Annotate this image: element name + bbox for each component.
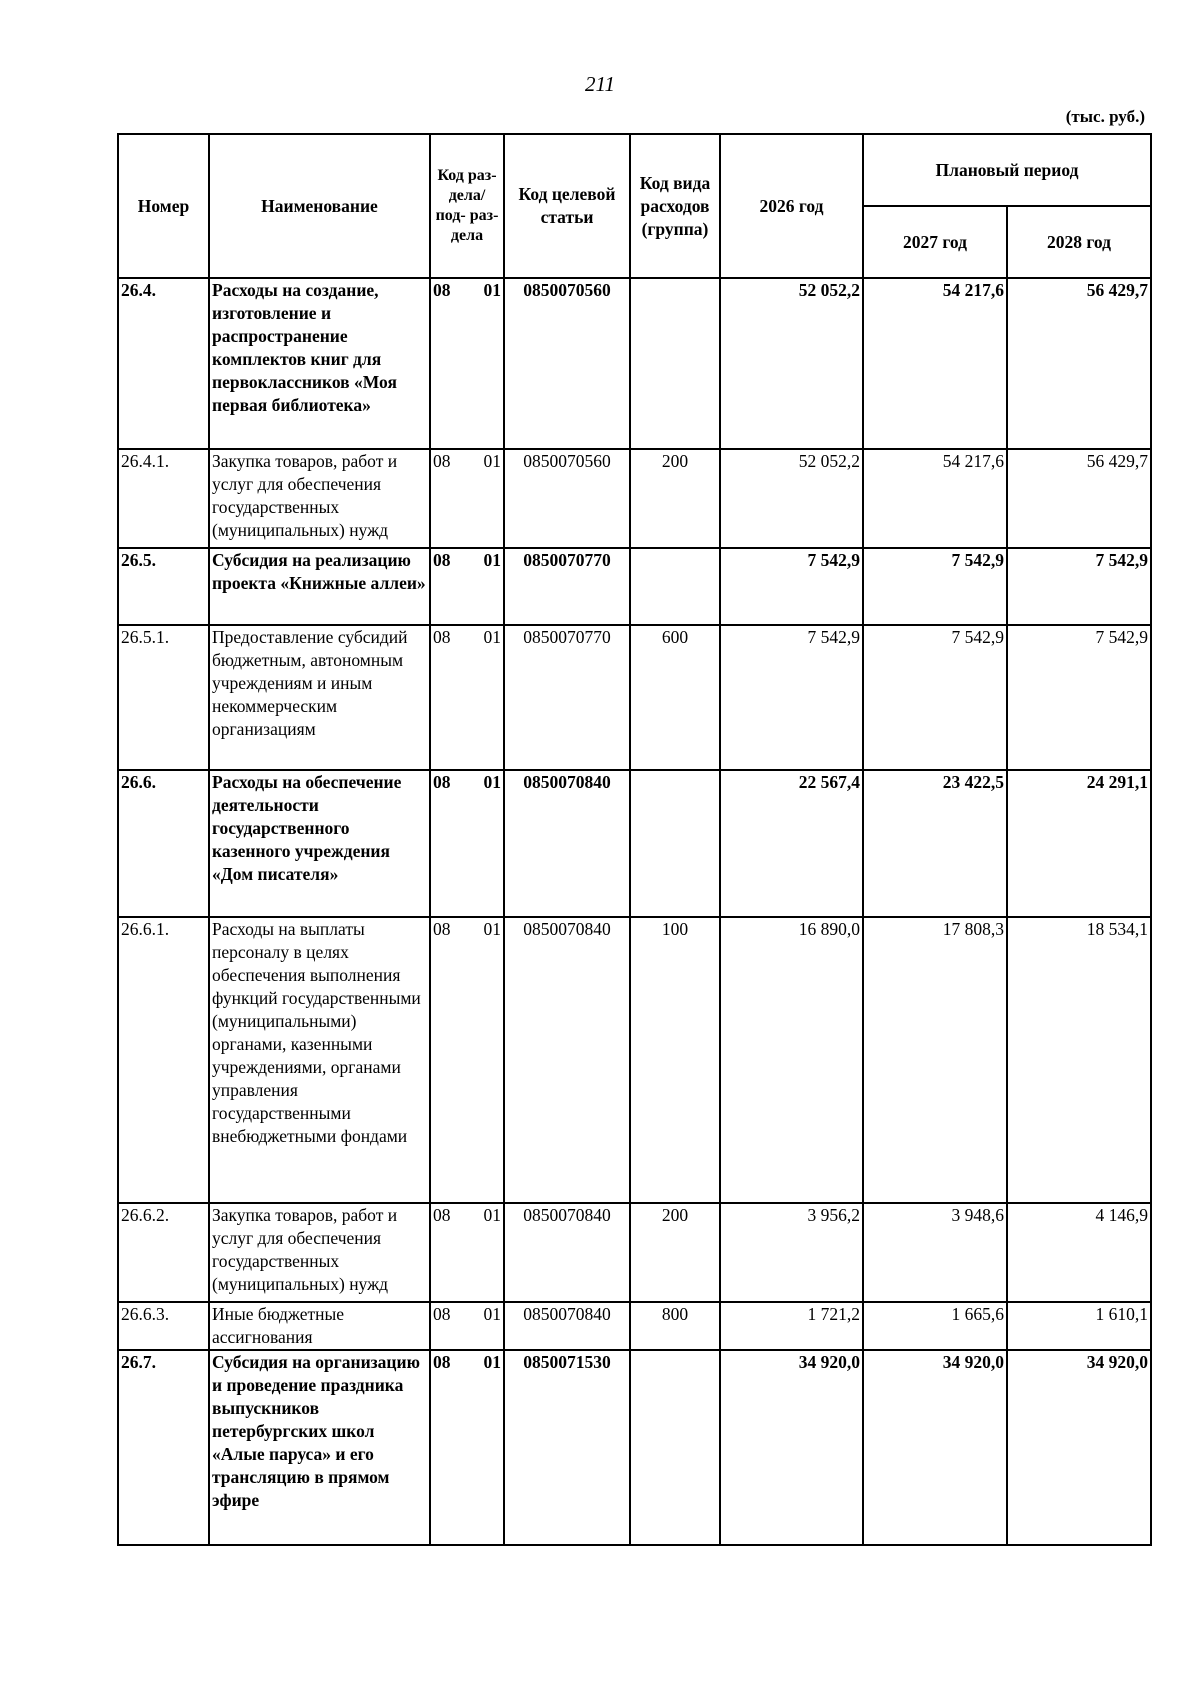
row-expense-type	[630, 770, 720, 917]
row-section: 08	[433, 772, 451, 792]
row-amount-2028: 24 291,1	[1007, 770, 1151, 917]
row-target-code: 0850070840	[504, 770, 630, 917]
table-row	[118, 1203, 1151, 1302]
row-target-code: 0850070840	[504, 917, 630, 1203]
row-name: Расходы на создание, изготовление и распространение комплектов книг для первоклассников «Моя первая библиотека»	[209, 278, 430, 449]
row-section-code	[430, 548, 504, 625]
row-section: 08	[433, 919, 451, 939]
row-number: 26.6.1.	[118, 917, 209, 1203]
row-section-code	[430, 770, 504, 917]
row-target-code: 0850070770	[504, 548, 630, 625]
row-section-code	[430, 917, 504, 1203]
row-section-code	[430, 1302, 504, 1350]
row-expense-type	[630, 278, 720, 449]
header-planned-period: Плановый период	[863, 134, 1151, 206]
row-amount-2026: 7 542,9	[720, 548, 863, 625]
row-subsection: 01	[483, 451, 501, 471]
row-expense-type: 100	[630, 917, 720, 1203]
row-number: 26.6.2.	[118, 1203, 209, 1302]
header-name: Наименование	[209, 134, 430, 278]
table-row	[118, 770, 1151, 917]
row-section: 08	[433, 280, 451, 300]
row-target-code: 0850070840	[504, 1203, 630, 1302]
row-number: 26.6.	[118, 770, 209, 917]
row-amount-2028: 56 429,7	[1007, 449, 1151, 548]
header-expense-type: Код вида расходов (группа)	[630, 134, 720, 278]
row-amount-2027: 1 665,6	[863, 1302, 1007, 1350]
row-subsection: 01	[483, 1205, 501, 1225]
table-row	[118, 1302, 1151, 1350]
row-amount-2026: 52 052,2	[720, 449, 863, 548]
header-year-2027: 2027 год	[863, 206, 1007, 278]
row-amount-2028: 4 146,9	[1007, 1203, 1151, 1302]
table-row	[118, 625, 1151, 770]
table-row	[118, 917, 1151, 1203]
row-amount-2026: 7 542,9	[720, 625, 863, 770]
row-amount-2027: 23 422,5	[863, 770, 1007, 917]
row-section-code	[430, 625, 504, 770]
row-amount-2027: 7 542,9	[863, 548, 1007, 625]
row-amount-2028: 7 542,9	[1007, 548, 1151, 625]
row-number: 26.4.1.	[118, 449, 209, 548]
table-body	[118, 278, 1151, 1545]
row-name: Субсидия на реализацию проекта «Книжные аллеи»	[209, 548, 430, 625]
row-section: 08	[433, 1205, 451, 1225]
row-target-code: 0850071530	[504, 1350, 630, 1545]
row-expense-type: 200	[630, 1203, 720, 1302]
row-expense-type: 200	[630, 449, 720, 548]
row-amount-2028: 18 534,1	[1007, 917, 1151, 1203]
page-number: 211	[585, 72, 615, 96]
header-target-code: Код целевой статьи	[504, 134, 630, 278]
row-amount-2027: 54 217,6	[863, 278, 1007, 449]
row-amount-2027: 7 542,9	[863, 625, 1007, 770]
row-amount-2026: 22 567,4	[720, 770, 863, 917]
row-number: 26.7.	[118, 1350, 209, 1545]
row-subsection: 01	[483, 919, 501, 939]
row-subsection: 01	[483, 1304, 501, 1324]
row-name: Предоставление субсидий бюджетным, автономным учреждениям и иным некоммерческим организациям	[209, 625, 430, 770]
row-expense-type	[630, 1350, 720, 1545]
row-subsection: 01	[483, 550, 501, 570]
row-amount-2026: 52 052,2	[720, 278, 863, 449]
row-amount-2027: 3 948,6	[863, 1203, 1007, 1302]
row-expense-type: 800	[630, 1302, 720, 1350]
row-section: 08	[433, 1352, 451, 1372]
row-subsection: 01	[483, 772, 501, 792]
row-amount-2027: 54 217,6	[863, 449, 1007, 548]
row-name: Расходы на выплаты персоналу в целях обеспечения выполнения функций государственными (муниципальными) органами, казенными учреждениями, органами управления государственными внебюджетными фондами	[209, 917, 430, 1203]
row-amount-2028: 56 429,7	[1007, 278, 1151, 449]
row-name: Субсидия на организацию и проведение праздника выпускников петербургских школ «Алые паруса» и его трансляцию в прямом эфире	[209, 1350, 430, 1545]
row-section: 08	[433, 451, 451, 471]
row-number: 26.5.1.	[118, 625, 209, 770]
header-year-2026: 2026 год	[720, 134, 863, 278]
row-section: 08	[433, 1304, 451, 1324]
row-subsection: 01	[483, 280, 501, 300]
row-target-code: 0850070560	[504, 449, 630, 548]
row-section-code	[430, 1203, 504, 1302]
row-amount-2028: 34 920,0	[1007, 1350, 1151, 1545]
row-subsection: 01	[483, 1352, 501, 1372]
row-target-code: 0850070560	[504, 278, 630, 449]
row-name: Закупка товаров, работ и услуг для обеспечения государственных (муниципальных) нужд	[209, 1203, 430, 1302]
budget-table	[117, 133, 1152, 1546]
row-name: Иные бюджетные ассигнования	[209, 1302, 430, 1350]
table-row	[118, 278, 1151, 449]
header-year-2028: 2028 год	[1007, 206, 1151, 278]
row-amount-2028: 1 610,1	[1007, 1302, 1151, 1350]
row-section-code	[430, 278, 504, 449]
row-number: 26.4.	[118, 278, 209, 449]
row-amount-2026: 34 920,0	[720, 1350, 863, 1545]
row-expense-type	[630, 548, 720, 625]
row-target-code: 0850070840	[504, 1302, 630, 1350]
table-row	[118, 548, 1151, 625]
header-number: Номер	[118, 134, 209, 278]
row-number: 26.5.	[118, 548, 209, 625]
row-number: 26.6.3.	[118, 1302, 209, 1350]
row-expense-type: 600	[630, 625, 720, 770]
row-amount-2026: 3 956,2	[720, 1203, 863, 1302]
row-name: Закупка товаров, работ и услуг для обеспечения государственных (муниципальных) нужд	[209, 449, 430, 548]
row-section: 08	[433, 627, 451, 647]
row-target-code: 0850070770	[504, 625, 630, 770]
table-row	[118, 1350, 1151, 1545]
table-row	[118, 449, 1151, 548]
row-subsection: 01	[483, 627, 501, 647]
row-section-code	[430, 1350, 504, 1545]
row-amount-2027: 34 920,0	[863, 1350, 1007, 1545]
row-section-code	[430, 449, 504, 548]
units-label: (тыс. руб.)	[1065, 107, 1145, 126]
row-amount-2027: 17 808,3	[863, 917, 1007, 1203]
row-amount-2026: 16 890,0	[720, 917, 863, 1203]
row-amount-2026: 1 721,2	[720, 1302, 863, 1350]
row-name: Расходы на обеспечение деятельности государственного казенного учреждения «Дом писателя»	[209, 770, 430, 917]
row-amount-2028: 7 542,9	[1007, 625, 1151, 770]
header-section-code: Код раз- дела/ под- раз- дела	[430, 134, 504, 278]
row-section: 08	[433, 550, 451, 570]
